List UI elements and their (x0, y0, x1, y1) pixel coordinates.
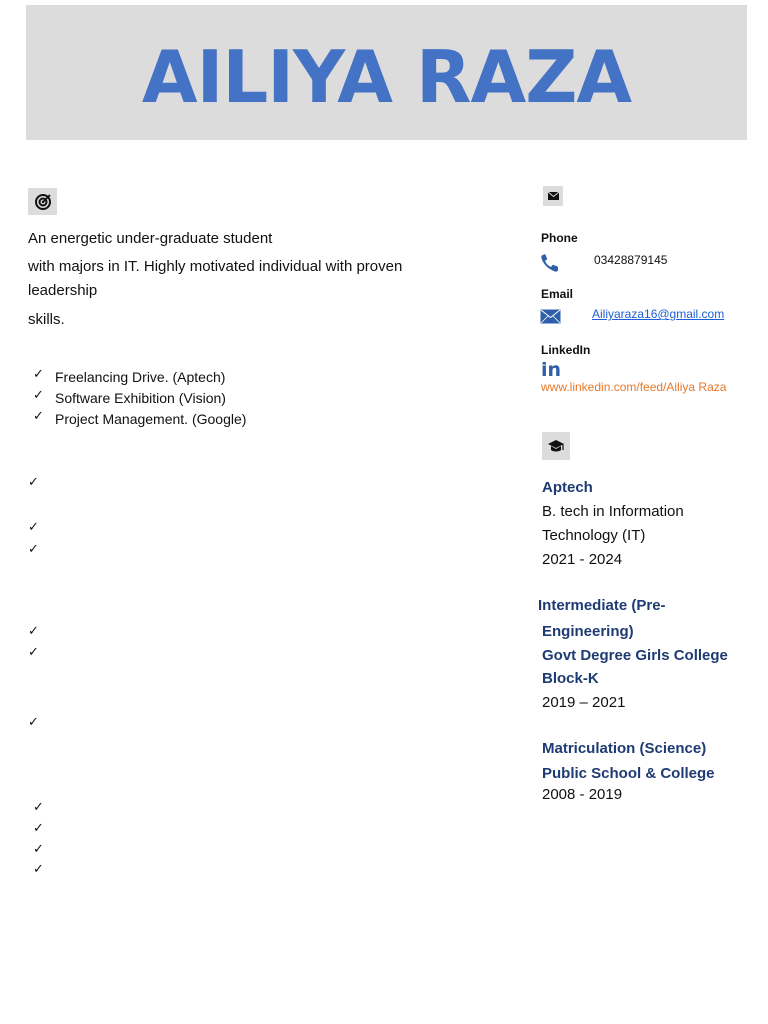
header-banner (26, 5, 747, 140)
check-mark: ✓ (33, 409, 44, 424)
graduation-cap-icon (542, 432, 570, 460)
phone-icon (540, 253, 560, 273)
edu-degree: Intermediate (Pre- (538, 597, 666, 614)
check-mark: ✓ (33, 800, 44, 815)
linkedin-label: LinkedIn (541, 343, 591, 357)
edu-degree: Matriculation (Science) (542, 740, 707, 757)
edu-degree: Technology (IT) (542, 527, 646, 544)
linkedin-url[interactable]: www.linkedin.com/feed/Ailiya Raza (541, 380, 727, 394)
target-icon (28, 188, 57, 215)
check-mark: ✓ (28, 475, 39, 490)
check-mark: ✓ (28, 542, 39, 557)
check-mark: ✓ (28, 715, 39, 730)
edu-years: 2021 - 2024 (542, 551, 623, 568)
phone-number: 03428879145 (594, 253, 668, 267)
objective-line-3: leadership (28, 282, 98, 299)
candidate-name: AILIYA RAZA (141, 34, 632, 119)
check-mark: ✓ (33, 367, 44, 382)
check-mark: ✓ (28, 520, 39, 535)
phone-label: Phone (541, 231, 578, 245)
edu-school: Aptech (542, 479, 593, 496)
edu-school: Public School & College (542, 765, 715, 782)
check-mark: ✓ (28, 645, 39, 660)
edu-school: Govt Degree Girls College (542, 647, 728, 664)
linkedin-icon: in (541, 359, 562, 381)
envelope-icon (543, 186, 563, 206)
edu-degree: Engineering) (542, 623, 634, 640)
edu-school: Block-K (542, 670, 599, 687)
email-link[interactable]: Ailiyaraza16@gmail.com (592, 307, 725, 321)
objective-line-1: An energetic under-graduate student (28, 230, 273, 247)
email-label: Email (541, 287, 574, 301)
check-mark: ✓ (28, 624, 39, 639)
check-mark: ✓ (33, 388, 44, 403)
check-mark: ✓ (33, 842, 44, 857)
list-item: Project Management. (Google) (55, 411, 247, 427)
objective-line-4: skills. (28, 311, 65, 328)
check-mark: ✓ (33, 862, 44, 877)
edu-years: 2019 – 2021 (542, 694, 626, 711)
mail-icon (540, 309, 561, 324)
objective-line-2: with majors in IT. Highly motivated individual with proven (28, 258, 403, 275)
edu-degree: B. tech in Information (542, 503, 684, 520)
list-item: Software Exhibition (Vision) (55, 390, 226, 406)
check-mark: ✓ (33, 821, 44, 836)
list-item: Freelancing Drive. (Aptech) (55, 369, 226, 385)
edu-years: 2008 - 2019 (542, 786, 623, 803)
